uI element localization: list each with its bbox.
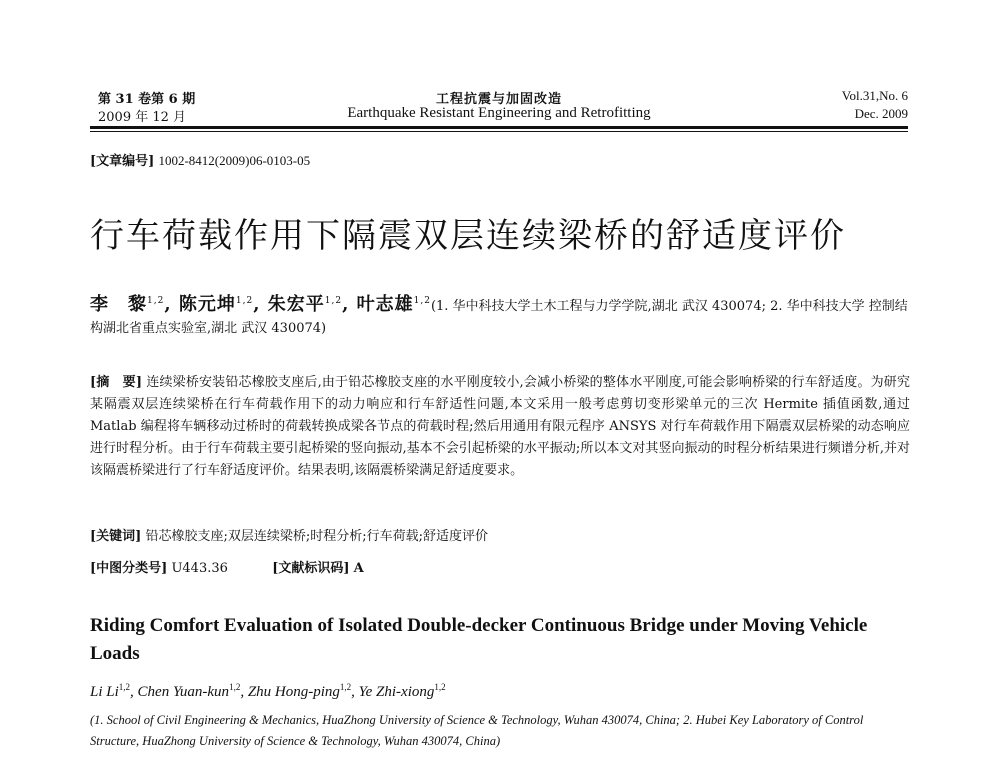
author-separator: , (164, 294, 179, 315)
author-affiliation-marker: 1,2 (229, 682, 241, 692)
title-en: Riding Comfort Evaluation of Isolated Double-decker Continuous Bridge under Moving Vehicle Loads (90, 615, 868, 664)
author-separator: , (253, 294, 268, 315)
author-separator: , (351, 684, 359, 700)
header-rule-thick (90, 126, 908, 129)
affiliation-en: (1. School of Civil Engineering & Mechanics, HuaZhong University of Science & Technology, Wuhan 430074, China; 2. Hubei Key Laboratory of Control Structure, HuaZhong University of Science & Technology, Wuhan 430074, China) (90, 713, 864, 748)
volume-issue: 第 31 卷第 6 期 (98, 92, 196, 107)
abstract-label: [摘 要] (90, 375, 142, 390)
volume-issue-en: Vol.31,No. 6 (841, 88, 908, 103)
article-number (90, 150, 310, 169)
author-list-en (90, 682, 446, 701)
keywords-label: [关键词] (90, 529, 142, 544)
author-name: 叶志雄$^{1,2}$ (356, 294, 431, 315)
issue-date-en: Dec. 2009 (854, 106, 908, 121)
author-affiliation-marker: 1,2 (147, 296, 165, 306)
author-affiliation-marker: 1,2 (434, 682, 446, 692)
author-affiliation-marker: 1,2 (324, 296, 343, 306)
author-affiliation-marker: 1,2 (413, 296, 431, 306)
classification (90, 558, 910, 580)
title-cn: 行车荷载作用下隔震双层连续梁桥的舒适度评价 (90, 216, 846, 256)
clc-value: U443.36 (171, 561, 228, 576)
author-name: Ye Zhi-xiong$^{1,2}$ (358, 682, 446, 700)
author-affiliation-marker: 1,2 (118, 682, 131, 692)
issue-date-cn: 2009 年 12 月 (98, 110, 187, 125)
clc-label: [中图分类号] (90, 561, 168, 576)
keywords-text: 铅芯橡胶支座;双层连续梁桥;时程分析;行车荷载;舒适度评价 (145, 529, 488, 544)
abstract-text: 连续梁桥安装铅芯橡胶支座后,由于铅芯橡胶支座的水平刚度较小,会减小桥梁的整体水平刚度,可能会影响桥梁的行车舒适度。为研究某隔震双层连续梁桥在行车荷载作用下的动力响应和行车舒适性问题,本文采用一般考虑剪切变形梁单元的三次 Hermite 插值函数,通过 Matlab 编程将车辆移动过桥时的荷载转换成梁各节点的荷载时程;然后用通用有限元程序 ANSYS 对行车荷载作用下隔震双层桥梁的动态响应进行时程分析。由于行车荷载主要引起桥梁的竖向振动,基本不会引起桥梁的水平振动;所以本文对其竖向振动的时程分析结果进行频谱分析,并对该隔震桥梁进行了行车舒适度评价。结果表明,该隔震桥梁满足舒适度要求。 (90, 375, 910, 478)
doc-code-value: A (353, 561, 364, 576)
author-name: Li Li$^{1,2}$ (90, 682, 131, 700)
author-separator: , (342, 294, 357, 315)
header-rule-thin (90, 131, 908, 132)
abstract (90, 372, 910, 482)
affiliation-cn: (1. 华中科技大学土木工程与力学学院,湖北 武汉 430074; 2. 华中科技大学 控制结构湖北省重点实验室,湖北 武汉 430074) (90, 299, 908, 336)
author-name: 朱宏平$^{1,2}$ (267, 294, 343, 315)
doc-code-label: [文献标识码] (272, 561, 350, 576)
author-separator: , (240, 684, 248, 700)
journal-title-en: Earthquake Resistant Engineering and Retrofitting (347, 105, 651, 121)
author-name: Chen Yuan-kun$^{1,2}$ (137, 682, 241, 700)
author-block-cn (90, 290, 910, 340)
article-number-label: [文章编号] (90, 154, 155, 169)
journal-header (90, 88, 908, 125)
author-list-cn (90, 294, 431, 315)
author-name: Zhu Hong-ping$^{1,2}$ (247, 682, 352, 700)
article-number-value: 1002-8412(2009)06-0103-05 (158, 153, 311, 168)
author-affiliation-marker: 1,2 (339, 682, 352, 692)
author-affiliation-marker: 1,2 (235, 296, 254, 306)
author-name: 陈元坤$^{1,2}$ (178, 294, 254, 315)
author-separator: , (130, 684, 138, 700)
keywords (90, 526, 910, 548)
journal-title-cn: 工程抗震与加固改造 (435, 92, 562, 107)
author-name: 李 黎$^{1,2}$ (90, 294, 165, 315)
